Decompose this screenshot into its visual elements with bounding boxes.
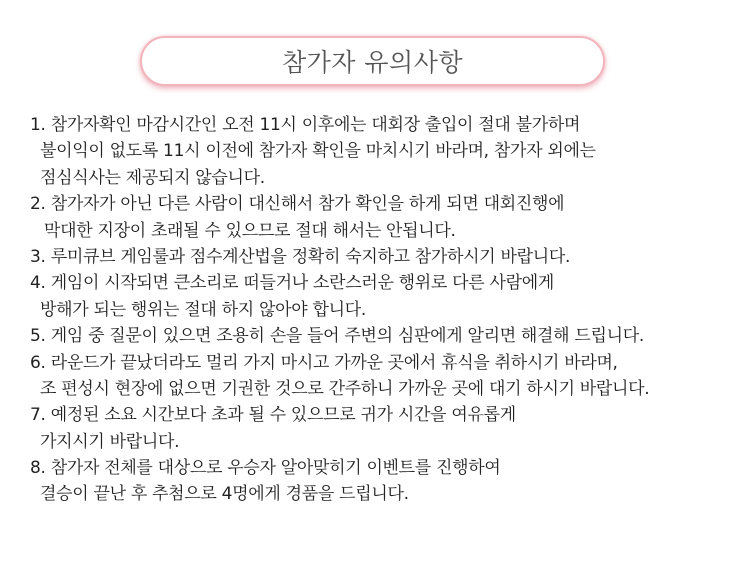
notice-line: 조 편성시 현장에 없으면 기권한 것으로 간주하니 가까운 곳에 대기 하시기 바랍니다.: [40, 378, 650, 399]
notice-line: 4. 게임이 시작되면 큰소리로 떠들거나 소란스러운 행위로 다른 사람에게: [30, 273, 554, 294]
notice-line: 3. 루미큐브 게임룰과 점수계산법을 정확히 숙지하고 참가하시기 바랍니다.: [30, 246, 571, 267]
notice-item-7: [30, 402, 730, 455]
page-title: 참가자 유의사항: [282, 48, 463, 77]
notice-line: 점심식사는 제공되지 않습니다.: [40, 167, 265, 188]
notice-line: 6. 라운드가 끝났더라도 멀리 가지 마시고 가까운 곳에서 휴식을 취하시기 바라며,: [30, 352, 618, 373]
notice-item-4: [30, 270, 730, 323]
notice-item-5: [30, 323, 730, 349]
notice-line: 막대한 지장이 초래될 수 있으므로 절대 해서는 안됩니다.: [44, 220, 456, 241]
notice-item-3: [30, 244, 730, 270]
notice-list: [30, 112, 730, 508]
notice-line: 가지시기 바랍니다.: [40, 431, 180, 452]
title-banner: [140, 36, 605, 86]
notice-line: 7. 예정된 소요 시간보다 초과 될 수 있으므로 귀가 시간을 여유롭게: [30, 405, 516, 426]
notice-item-2: [30, 191, 730, 244]
notice-line: 결승이 끝난 후 추첨으로 4명에게 경품을 드립니다.: [40, 484, 409, 505]
notice-line: 1. 참가자확인 마감시간인 오전 11시 이후에는 대회장 출입이 절대 불가하며: [30, 115, 581, 135]
notice-item-8: [30, 455, 730, 508]
notice-line: 2. 참가자가 아닌 다른 사람이 대신해서 참가 확인을 하게 되면 대회진행에: [30, 194, 565, 215]
notice-line: 방해가 되는 행위는 절대 하지 않아야 합니다.: [40, 299, 366, 320]
notice-line: 8. 참가자 전체를 대상으로 우승자 알아맞히기 이벤트를 진행하여: [30, 458, 501, 479]
notice-item-6: [30, 350, 730, 403]
notice-line: 불이익이 없도록 11시 이전에 참가자 확인을 마치시기 바라며, 참가자 외에는: [40, 141, 596, 162]
notice-line: 5. 게임 중 질문이 있으면 조용히 손을 들어 주변의 심판에게 알리면 해결해 드립니다.: [30, 326, 644, 347]
notice-item-1: [30, 112, 730, 191]
